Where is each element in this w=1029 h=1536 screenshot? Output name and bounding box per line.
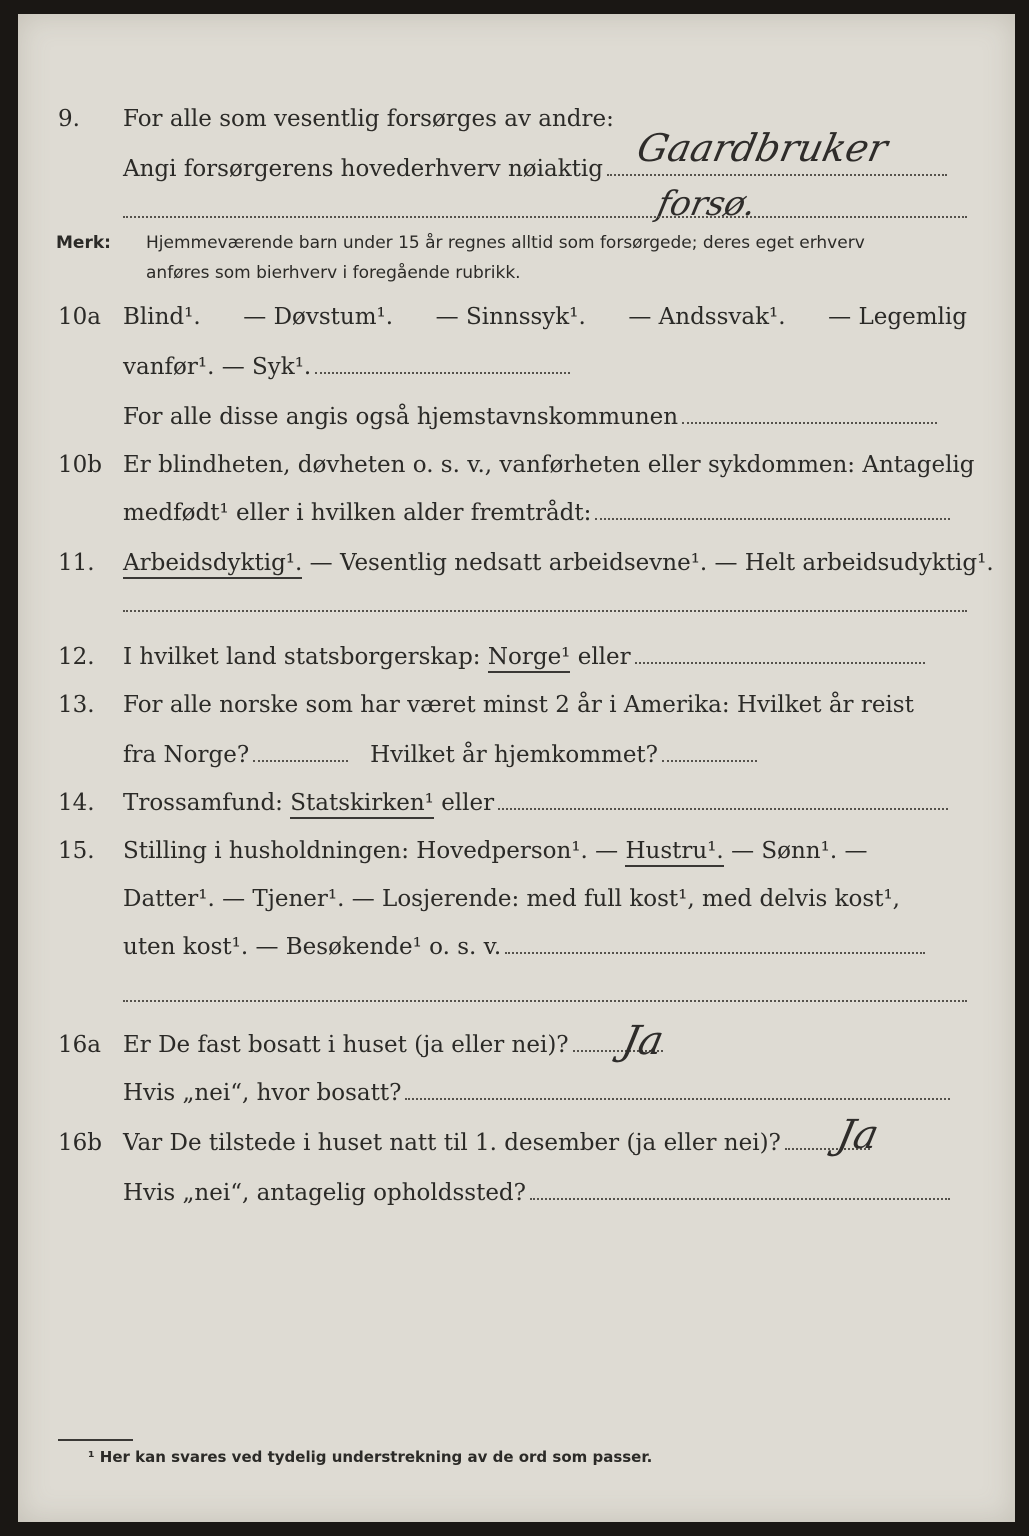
question-10b: [18, 446, 1015, 486]
question-text: Hvilket år hjemkommet?: [370, 742, 659, 768]
option-legemlig[interactable]: — Legemlig: [828, 304, 967, 330]
question-10a-line2: [18, 348, 1015, 388]
question-text: uten kost¹. — Besøkende¹ o. s. v.: [123, 934, 502, 960]
option-vanfor-syk[interactable]: vanfør¹. — Syk¹.: [123, 354, 312, 380]
question-text: Stilling i husholdningen: Hovedperson¹. —: [123, 838, 619, 864]
option-hustru-underlined[interactable]: Hustru¹.: [625, 838, 723, 867]
census-form-page: [18, 14, 1015, 1522]
handwritten-answer[interactable]: Ja: [618, 1018, 668, 1064]
question-number: 10b: [58, 452, 102, 478]
question-text: — Sønn¹. —: [731, 838, 868, 864]
question-text: For alle disse angis også hjemstavnskommunen: [123, 404, 679, 430]
option-dovstum[interactable]: — Døvstum¹.: [243, 304, 394, 330]
note-text: Hjemmeværende barn under 15 år regnes alltid som forsørgede; deres eget erhverv: [146, 233, 865, 253]
question-13: [18, 686, 1015, 726]
question-number: 14.: [58, 790, 95, 816]
question-text: Var De tilstede i huset natt til 1. desember (ja eller nei)?: [123, 1130, 781, 1156]
option-sinnssyk[interactable]: — Sinnssyk¹.: [435, 304, 586, 330]
question-number: 11.: [58, 550, 95, 576]
footnote-rule: [58, 1439, 133, 1441]
question-number: 16b: [58, 1130, 102, 1156]
handwritten-answer[interactable]: Gaardbruker: [633, 126, 892, 170]
question-number: 13.: [58, 692, 95, 718]
question-11: [18, 544, 1015, 584]
question-15-line3: [18, 928, 1015, 968]
question-text: Er blindheten, døvheten o. s. v., vanførheten eller sykdommen: Antagelig: [123, 452, 975, 478]
option-statskirken-underlined[interactable]: Statskirken¹: [290, 790, 434, 819]
question-13-line2: [18, 736, 1015, 776]
question-number: 12.: [58, 644, 95, 670]
footnote: ¹ Her kan svares ved tydelig understrekning av de ord som passer.: [88, 1448, 653, 1466]
question-10b-line2: [18, 494, 1015, 534]
question-10a: [18, 298, 1015, 338]
question-text: medfødt¹ eller i hvilken alder fremtrådt:: [123, 500, 592, 526]
question-16b-line2: [18, 1174, 1015, 1214]
option-arbeidsdyktig-underlined[interactable]: Arbeidsdyktig¹.: [123, 550, 302, 579]
answer-line: [123, 610, 967, 612]
option-others[interactable]: — Vesentlig nedsatt arbeidsevne¹. — Helt arbeidsudyktig¹.: [309, 550, 994, 576]
question-16a-line2: [18, 1074, 1015, 1114]
question-text: For alle norske som har været minst 2 år i Amerika: Hvilket år reist: [123, 692, 914, 718]
question-number: 15.: [58, 838, 95, 864]
question-text: eller: [441, 790, 495, 816]
question-text: fra Norge?: [123, 742, 250, 768]
note-text: anføres som bierhverv i foregående rubrikk.: [146, 263, 521, 283]
question-15-line2: [18, 880, 1015, 920]
note-label: Merk:: [56, 233, 111, 253]
option-blind[interactable]: Blind¹.: [123, 304, 201, 330]
question-text: Hvis „nei“, hvor bosatt?: [123, 1080, 402, 1106]
question-text: Datter¹. — Tjener¹. — Losjerende: med full kost¹, med delvis kost¹,: [123, 886, 900, 912]
question-10a-line3: [18, 398, 1015, 438]
question-text: Trossamfund:: [123, 790, 283, 816]
answer-line: [123, 1000, 967, 1002]
question-14: [18, 784, 1015, 824]
question-number: 16a: [58, 1032, 101, 1058]
question-16a: [18, 1026, 1015, 1066]
question-text: For alle som vesentlig forsørges av andre:: [123, 106, 614, 132]
option-andssvak[interactable]: — Andssvak¹.: [628, 304, 786, 330]
question-text: Er De fast bosatt i huset (ja eller nei)?: [123, 1032, 569, 1058]
question-15: [18, 832, 1015, 872]
question-number: 9.: [58, 106, 80, 132]
option-norge-underlined[interactable]: Norge¹: [488, 644, 571, 673]
answer-line: [123, 216, 967, 218]
handwritten-answer-abbrev[interactable]: forsø.: [653, 184, 760, 224]
handwritten-answer[interactable]: Ja: [833, 1112, 883, 1158]
question-12: [18, 638, 1015, 678]
question-text: Angi forsørgerens hovederhverv nøiaktig: [123, 156, 603, 182]
question-text: eller: [577, 644, 631, 670]
question-text: I hvilket land statsborgerskap:: [123, 644, 481, 670]
question-number: 10a: [58, 304, 101, 330]
question-text: Hvis „nei“, antagelig opholdssted?: [123, 1180, 526, 1206]
